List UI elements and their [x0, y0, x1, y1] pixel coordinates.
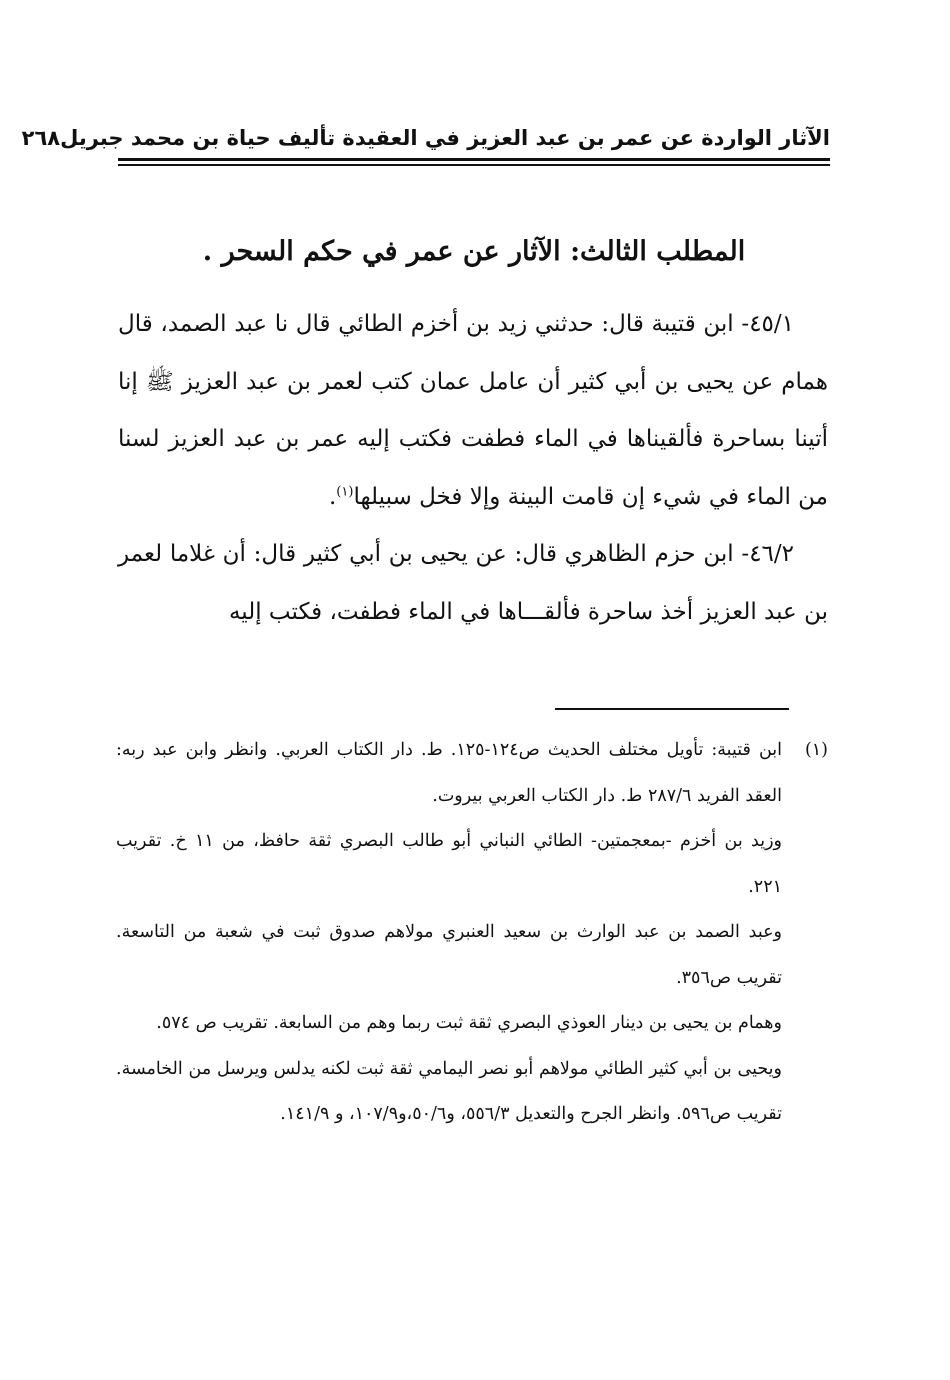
- footnote: [116, 728, 828, 1138]
- footnote-paragraph: وزيد بن أخزم -بمعجمتين- الطائي النباني أبو طالب البصري ثقة حافظ، من ١١ خ. تقريب ٢٢١.: [116, 831, 783, 897]
- footnote-paragraph: وعبد الصمد بن عبد الوارث بن سعيد العنبري مولاهم صدوق ثبت في شعبة من التاسعة. تقريب ص٣٥٦.: [116, 922, 782, 988]
- body-text: [118, 296, 828, 641]
- page-number: ٢٦٨: [21, 126, 61, 150]
- footnote-paragraph: ابن قتيبة: تأويل مختلف الحديث ص١٢٤-١٢٥. ط. دار الكتاب العربي. وانظر وابن عبد ربه: العقد الفريد ٢٨٧/٦ ط. دار الكتاب العربي بيروت.: [116, 740, 782, 806]
- header-rule-thin: [118, 164, 830, 166]
- paragraph: [118, 296, 828, 526]
- paragraph-end: .: [328, 483, 337, 510]
- footnotes: [116, 728, 828, 1138]
- footnote-body: [116, 728, 782, 1138]
- footnote-reference: (١): [336, 483, 354, 499]
- section-title: المطلب الثالث: الآثار عن عمر في حكم السحر .: [202, 236, 746, 267]
- paragraph-text: ٤٦/٢- ابن حزم الظاهري قال: عن يحيى بن أبي كثير قال: أن غلاما لعمر بن عبد العزيز أخذ ساحرة فألقـــاها في الماء فطفت، فكتب إليه: [118, 541, 828, 625]
- footnote-marker: (١): [804, 740, 828, 760]
- running-header: [21, 118, 830, 158]
- header-title: الآثار الواردة عن عمر بن عبد العزيز في العقيدة تأليف حياة بن محمد جبريل: [60, 126, 830, 150]
- footnote-paragraph: ويحيى بن أبي كثير الطائي مولاهم أبو نصر اليمامي ثقة ثبت لكنه يدلس ويرسل من الخامسة. تقريب ص٥٩٦. وانظر الجرح والتعديل ٥٥٦/٣، و٥٠/٦،و١٠٧/٩، و ١٤١/٩.: [116, 1058, 782, 1124]
- paragraph-text: ٤٥/١- ابن قتيبة قال: حدثني زيد بن أخزم الطائي قال نا عبد الصمد، قال همام عن يحيى بن أبي كثير أن عامل عمان كتب لعمر بن عبد العزيز ﷺ إنا أتينا بساحرة فألقيناها في الماء فطفت فكتب إليه عمر بن عبد العزيز لسنا من الماء في شيء إن قامت البينة وإلا فخل سبيلها: [118, 311, 828, 510]
- footnote-paragraph: وهمام بن يحيى بن دينار العوذي البصري ثقة ثبت ربما وهم من السابعة. تقريب ص ٥٧٤.: [156, 1013, 782, 1033]
- header-rule-thick: [118, 158, 830, 161]
- paragraph: [118, 526, 828, 641]
- footnote-separator: [555, 708, 789, 710]
